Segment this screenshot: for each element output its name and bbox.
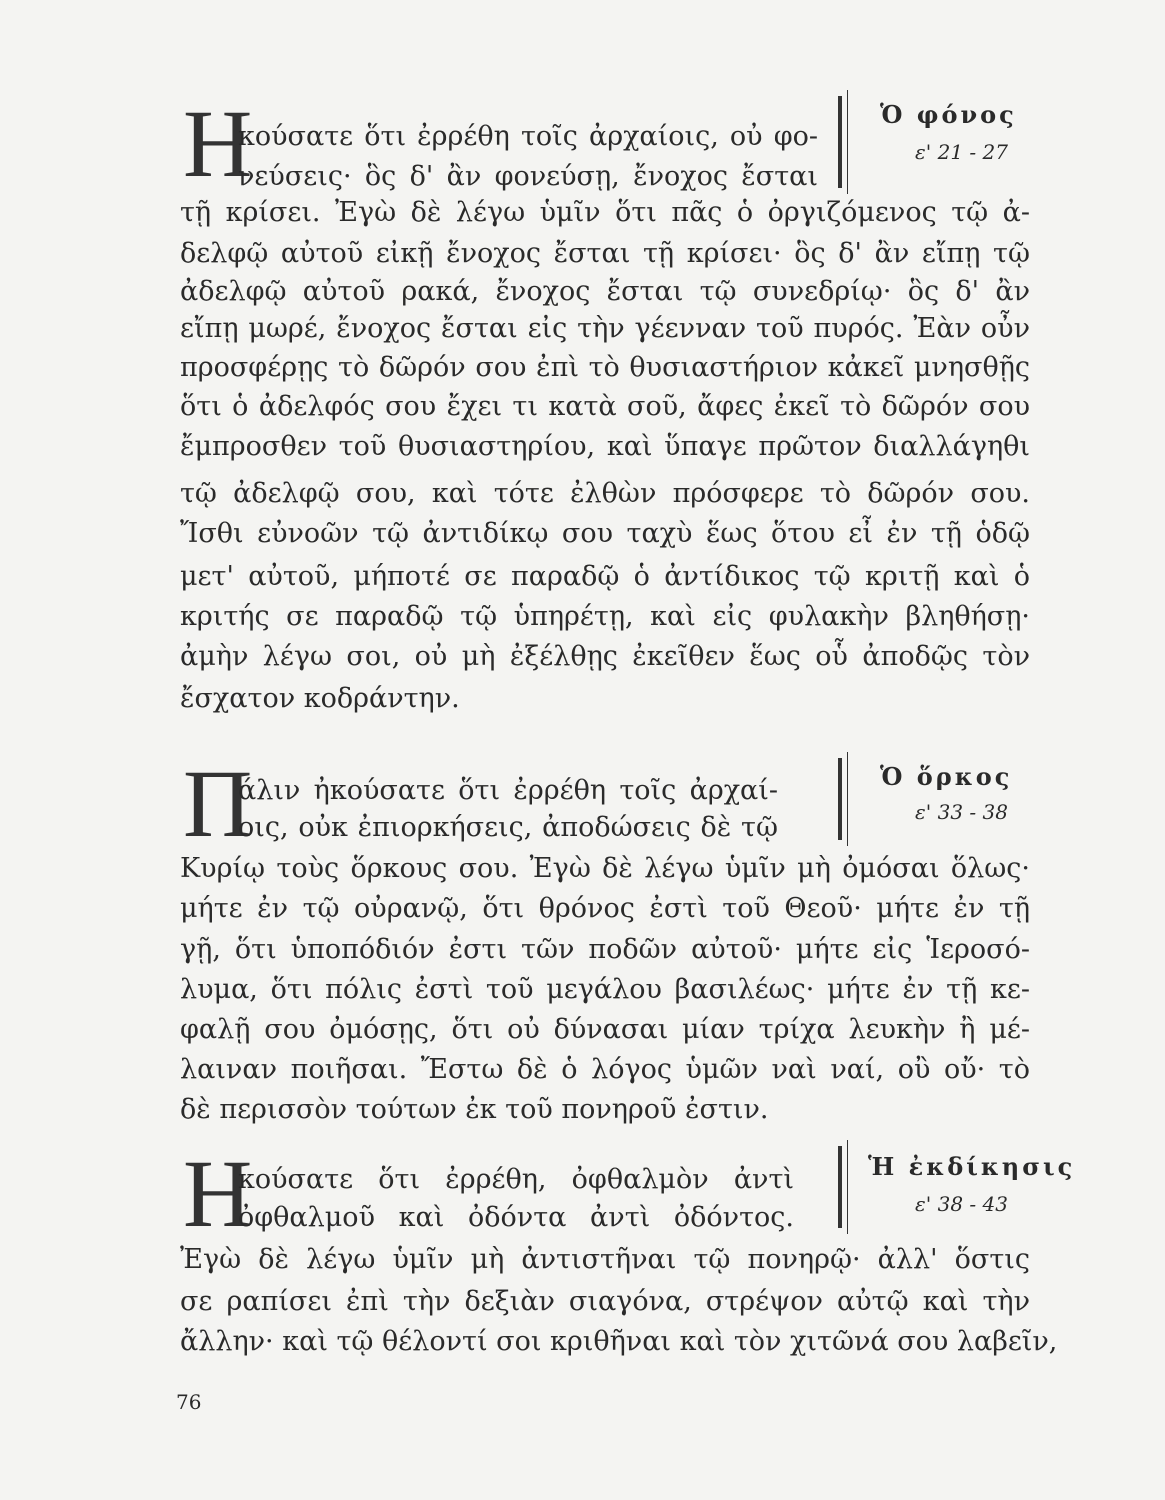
text-line: ἔσχατον κοδράντην. xyxy=(180,683,460,714)
text-line: κούσατε ὅτι ἐρρέθη τοῖς ἀρχαίοις, οὐ φο- xyxy=(238,121,818,152)
text-line: λαιναν ποιῆσαι. Ἔστω δὲ ὁ λόγος ὑμῶν ναὶ ναί, οὒ οὔ· τὸ xyxy=(180,1054,1030,1085)
text-line: εἴπῃ μωρέ, ἔνοχος ἔσται εἰς τὴν γέενναν τοῦ πυρός. Ἐὰν οὖν xyxy=(180,313,1030,344)
verse-reference: ε' 21 - 27 xyxy=(915,140,1008,164)
text-line: ὀφθαλμοῦ καὶ ὀδόντα ἀντὶ ὀδόντος. xyxy=(238,1202,794,1233)
text-line: μήτε ἐν τῷ οὐρανῷ, ὅτι θρόνος ἐστὶ τοῦ Θεοῦ· μήτε ἐν τῇ xyxy=(180,893,1030,924)
section-heading: Ὁ ὅρκος xyxy=(880,762,1013,791)
text-line: ἄλλην· καὶ τῷ θέλοντί σοι κριθῆναι καὶ τὸν χιτῶνά σου λαβεῖν, xyxy=(180,1326,1058,1357)
drop-cap: Η xyxy=(183,90,253,197)
text-line: κριτής σε παραδῷ τῷ ὑπηρέτῃ, καὶ εἰς φυλακὴν βληθήσῃ· xyxy=(180,601,1030,632)
margin-rule xyxy=(838,1146,842,1228)
text-line: οις, οὐκ ἐπιορκήσεις, ἀποδώσεις δὲ τῷ xyxy=(238,812,778,843)
text-line: κούσατε ὅτι ἐρρέθη, ὀφθαλμὸν ἀντὶ xyxy=(238,1164,794,1195)
text-line: προσφέρῃς τὸ δῶρόν σου ἐπὶ τὸ θυσιαστήριον κἀκεῖ μνησθῇς xyxy=(180,352,1030,383)
margin-rule-thin xyxy=(847,90,848,194)
section-heading: Ἡ ἐκδίκησις xyxy=(868,1152,1076,1181)
text-line: ὅτι ὁ ἀδελφός σου ἔχει τι κατὰ σοῦ, ἄφες ἐκεῖ τὸ δῶρόν σου xyxy=(180,391,1030,422)
text-line: Ἴσθι εὐνοῶν τῷ ἀντιδίκῳ σου ταχὺ ἕως ὅτου εἶ ἐν τῇ ὁδῷ xyxy=(180,518,1030,549)
margin-rule xyxy=(838,96,842,188)
drop-cap: Π xyxy=(183,750,253,857)
text-line: νεύσεις· ὃς δ' ἂν φονεύσῃ, ἔνοχος ἔσται xyxy=(238,161,818,192)
text-line: ἀδελφῷ αὐτοῦ ρακά, ἔνοχος ἔσται τῷ συνεδρίῳ· ὃς δ' ἂν xyxy=(180,276,1030,307)
drop-cap: Η xyxy=(183,1140,253,1247)
section-heading: Ὁ φόνος xyxy=(880,100,1017,129)
page-number: 76 xyxy=(176,1390,202,1414)
text-line: άλιν ἠκούσατε ὅτι ἐρρέθη τοῖς ἀρχαί- xyxy=(238,775,778,806)
verse-reference: ε' 33 - 38 xyxy=(915,800,1008,824)
margin-rule-thin xyxy=(847,1140,848,1234)
text-line: δὲ περισσὸν τούτων ἐκ τοῦ πονηροῦ ἐστιν. xyxy=(180,1094,769,1125)
text-line: γῇ, ὅτι ὑποπόδιόν ἐστι τῶν ποδῶν αὐτοῦ· μήτε εἰς Ἱεροσό- xyxy=(180,934,1030,965)
verse-reference: ε' 38 - 43 xyxy=(915,1192,1008,1216)
text-line: μετ' αὐτοῦ, μήποτέ σε παραδῷ ὁ ἀντίδικος τῷ κριτῇ καὶ ὁ xyxy=(180,561,1030,592)
text-line: δελφῷ αὐτοῦ εἰκῇ ἔνοχος ἔσται τῇ κρίσει· ὃς δ' ἂν εἴπῃ τῷ xyxy=(180,238,1030,269)
text-line: Ἐγὼ δὲ λέγω ὑμῖν μὴ ἀντιστῆναι τῷ πονηρῷ· ἀλλ' ὅστις xyxy=(180,1244,1030,1275)
text-line: φαλῇ σου ὀμόσῃς, ὅτι οὐ δύνασαι μίαν τρίχα λευκὴν ἢ μέ- xyxy=(180,1014,1030,1045)
margin-rule xyxy=(838,758,842,840)
text-line: ἔμπροσθεν τοῦ θυσιαστηρίου, καὶ ὕπαγε πρῶτον διαλλάγηθι xyxy=(180,431,1030,462)
text-line: Κυρίῳ τοὺς ὅρκους σου. Ἐγὼ δὲ λέγω ὑμῖν μὴ ὀμόσαι ὅλως· xyxy=(180,853,1030,884)
text-line: τῷ ἀδελφῷ σου, καὶ τότε ἐλθὼν πρόσφερε τὸ δῶρόν σου. xyxy=(180,478,1030,509)
text-line: ἀμὴν λέγω σοι, οὐ μὴ ἐξέλθῃς ἐκεῖθεν ἕως οὗ ἀποδῷς τὸν xyxy=(180,641,1030,672)
text-line: τῇ κρίσει. Ἐγὼ δὲ λέγω ὑμῖν ὅτι πᾶς ὁ ὀργιζόμενος τῷ ἀ- xyxy=(180,197,1030,228)
margin-rule-thin xyxy=(847,752,848,846)
text-line: σε ραπίσει ἐπὶ τὴν δεξιὰν σιαγόνα, στρέψον αὐτῷ καὶ τὴν xyxy=(180,1286,1030,1317)
text-line: λυμα, ὅτι πόλις ἐστὶ τοῦ μεγάλου βασιλέως· μήτε ἐν τῇ κε- xyxy=(180,974,1030,1005)
